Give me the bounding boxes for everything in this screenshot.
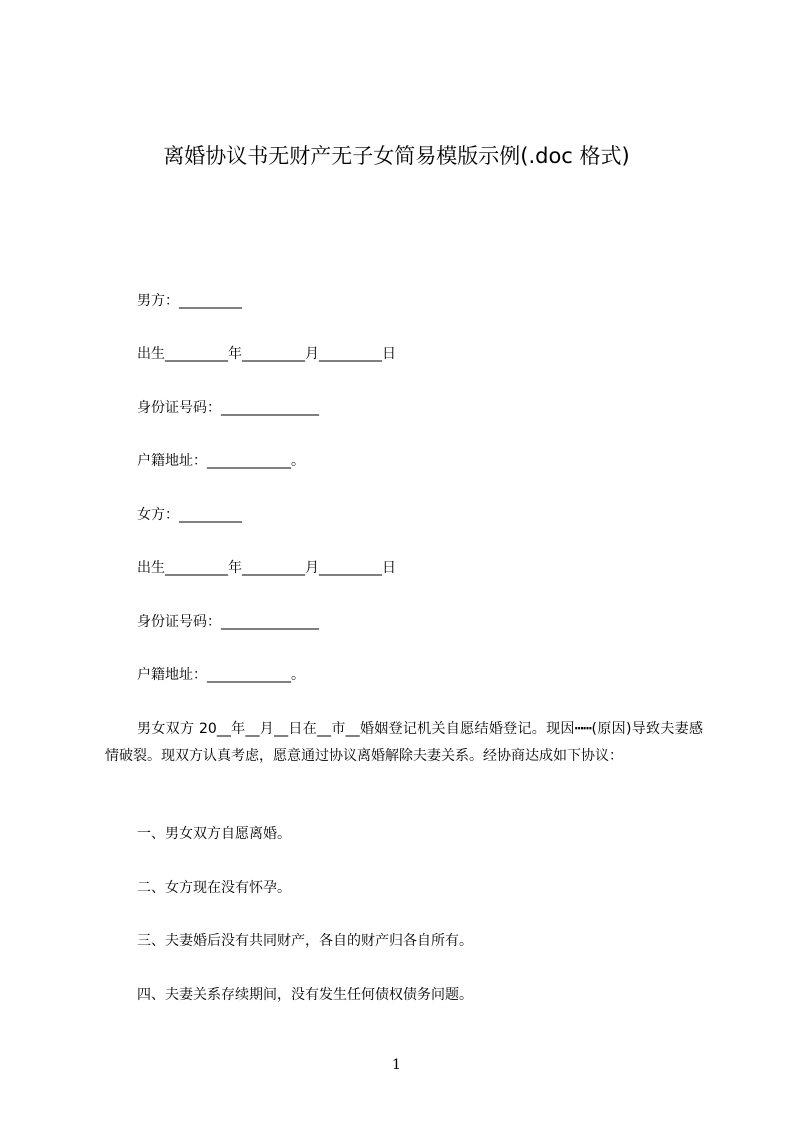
document-title: 离婚协议书无财产无子女简易模版示例(.doc 格式) (163, 144, 630, 168)
male-id-number: 身份证号码：______________ (137, 400, 319, 416)
intro-paragraph: 男女双方 20__年__月__日在__市__婚姻登记机关自愿结婚登记。现因┅┅(原因)导致夫妻感情破裂。现双方认真考虑，愿意通过协议离婚解除夫妻关系。经协商达成如下协议： (105, 721, 703, 764)
clause-4: 四、夫妻关系存续期间，没有发生任何债权债务问题。 (137, 987, 473, 1003)
page-number: 1 (392, 1057, 401, 1073)
male-label: 男方：_________ (137, 293, 242, 309)
clause-2: 二、女方现在没有怀孕。 (137, 880, 291, 896)
female-birth: 出生_________年_________月_________日 (137, 560, 396, 576)
clause-3: 三、夫妻婚后没有共同财产，各自的财产归各自所有。 (137, 933, 473, 949)
female-household-address: 户籍地址：____________。 (137, 667, 305, 683)
male-household-address: 户籍地址：____________。 (137, 453, 305, 469)
female-label: 女方：_________ (137, 507, 242, 523)
clause-1: 一、男女双方自愿离婚。 (137, 826, 291, 842)
female-id-number: 身份证号码：______________ (137, 614, 319, 630)
male-birth: 出生_________年_________月_________日 (137, 346, 396, 362)
